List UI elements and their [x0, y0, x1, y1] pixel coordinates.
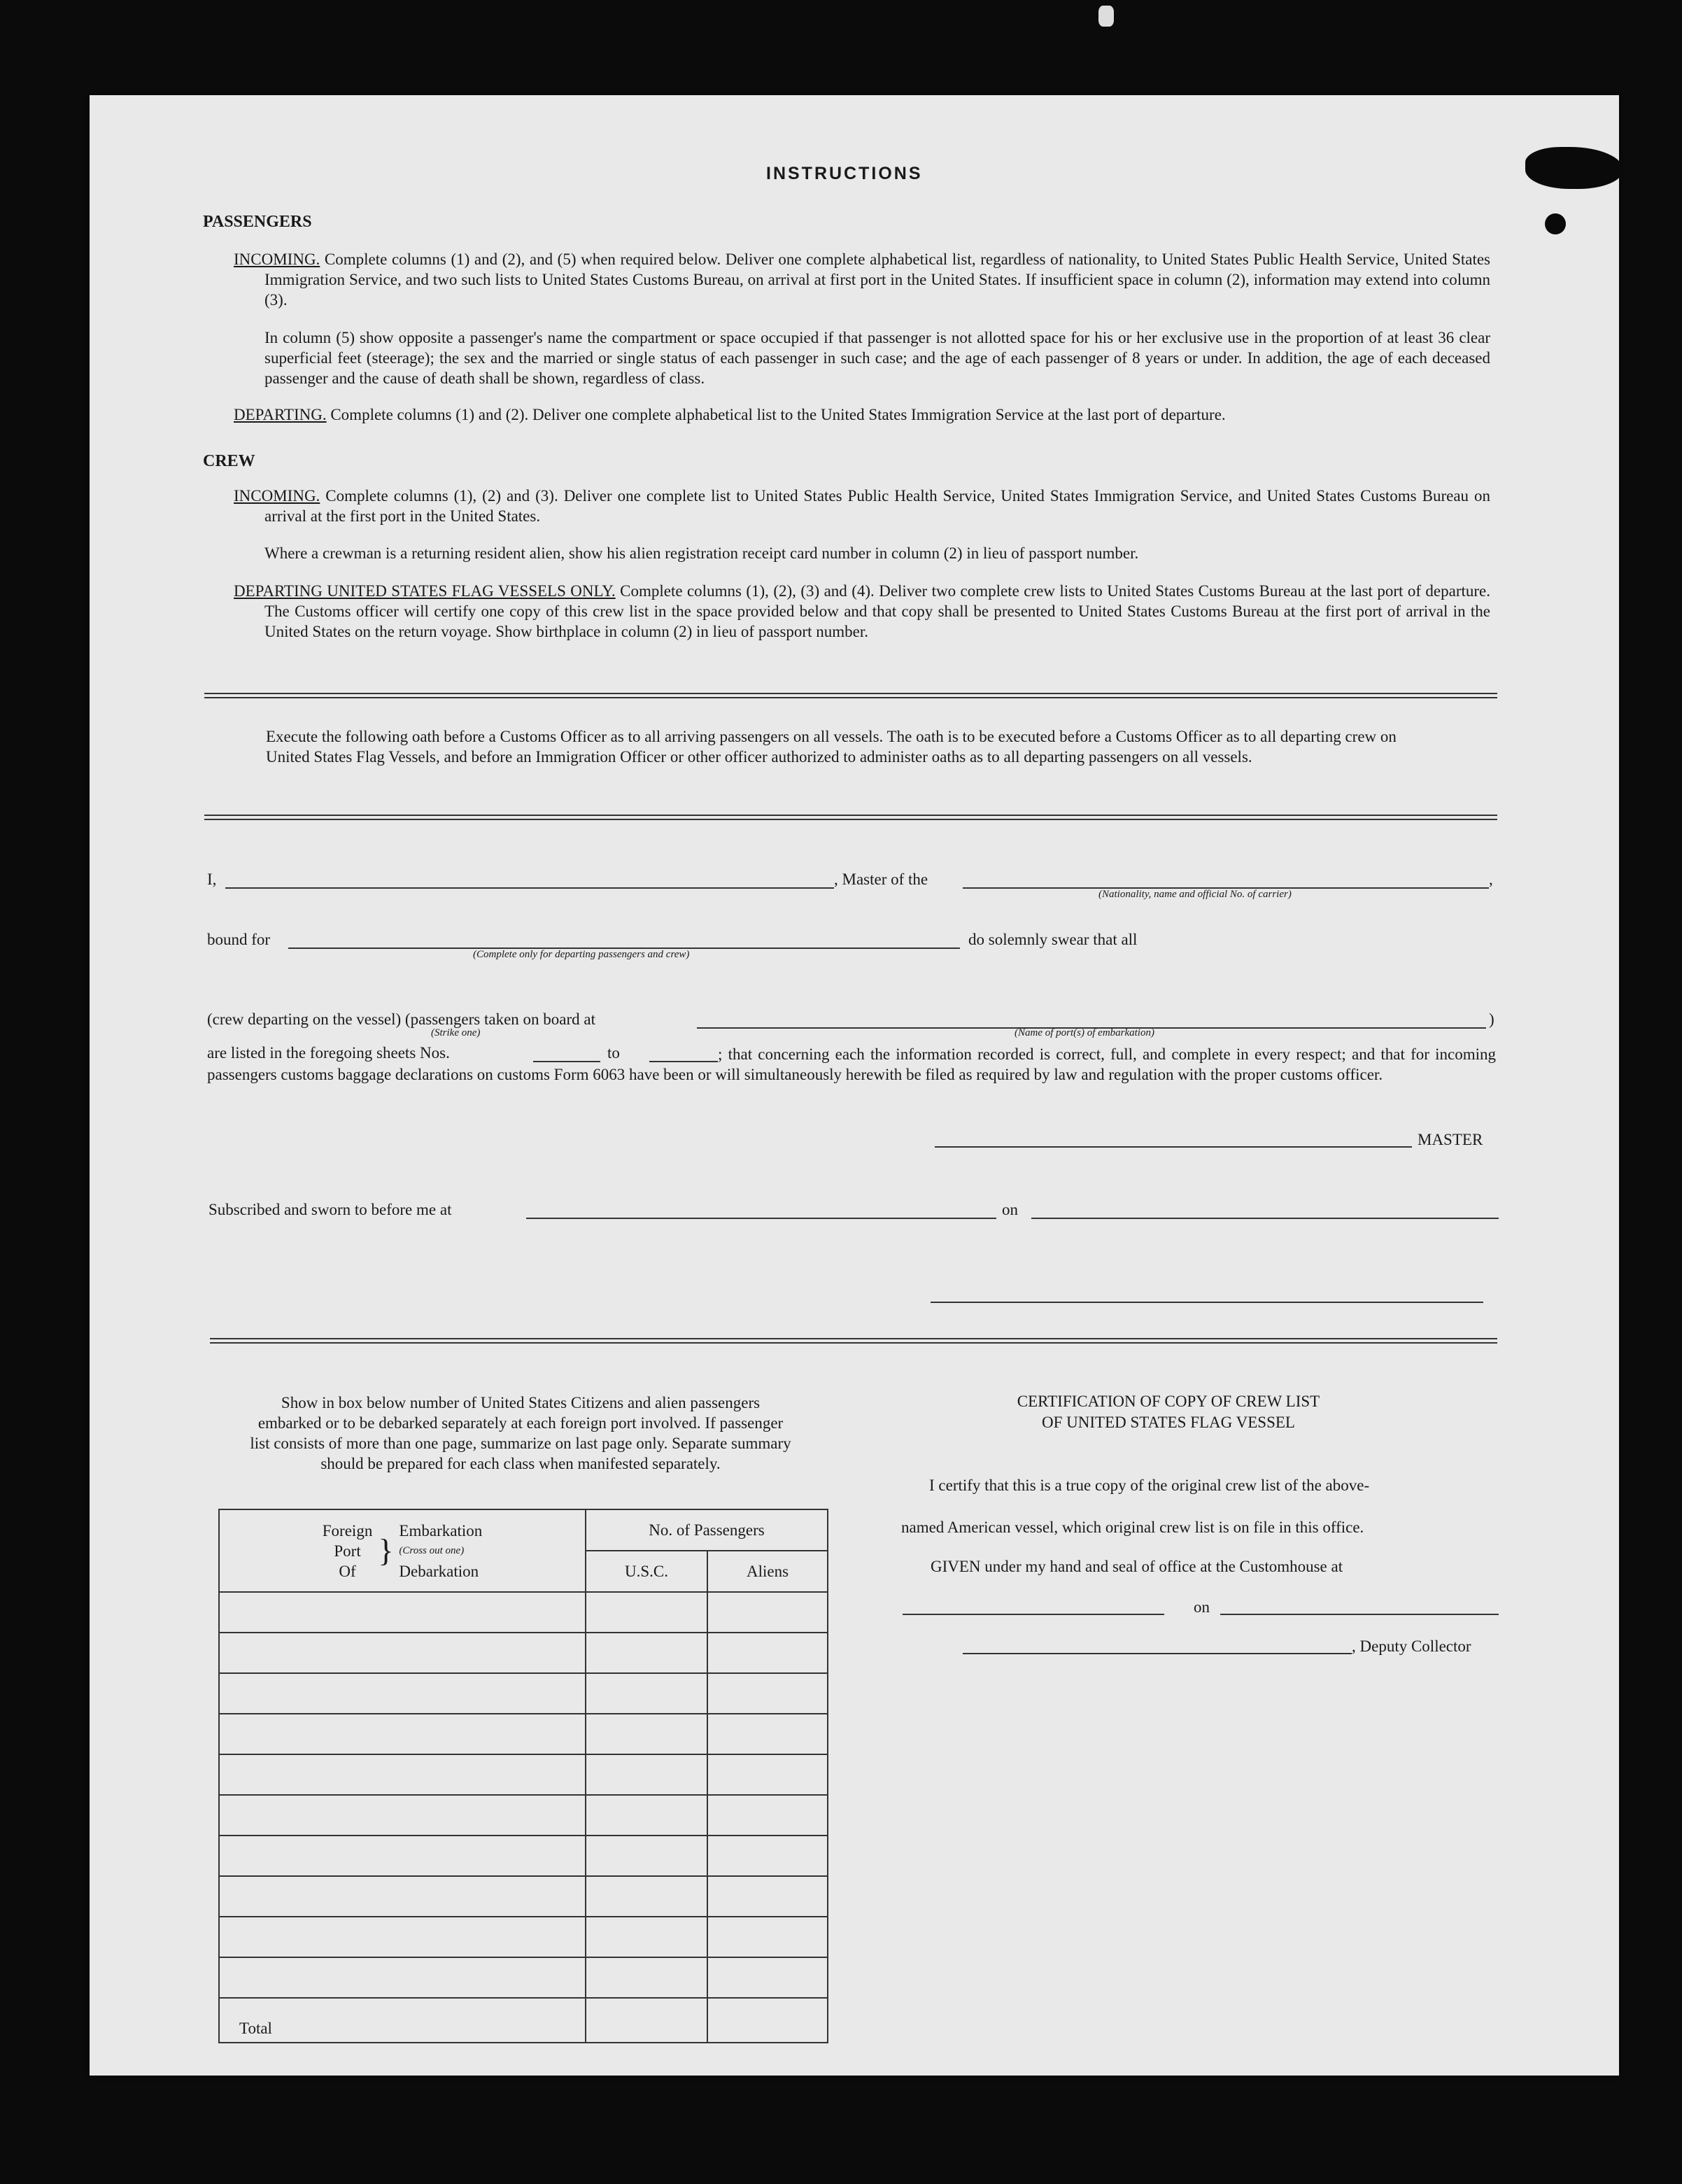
given-line: GIVEN under my hand and seal of office at the Customhouse at — [931, 1558, 1343, 1575]
crew-resident-note: Where a crewman is a returning resident alien, show his alien registration receipt card number in column (2) in lieu of passport number. — [264, 544, 1139, 562]
usc-cell[interactable] — [586, 1876, 707, 1917]
aliens-cell[interactable] — [707, 1917, 828, 1957]
table-row — [219, 1754, 828, 1795]
section-divider — [204, 693, 1497, 698]
usc-cell[interactable] — [586, 1673, 707, 1714]
passengers-heading: PASSENGERS — [203, 213, 312, 231]
table-row — [219, 1876, 828, 1917]
page-title: INSTRUCTIONS — [766, 164, 923, 183]
master-label: MASTER — [1418, 1131, 1483, 1148]
aliens-cell[interactable] — [707, 1957, 828, 1998]
aliens-cell[interactable] — [707, 1633, 828, 1673]
ports-caption: (Name of port(s) of embarkation) — [1015, 1027, 1154, 1038]
usc-cell[interactable] — [586, 1795, 707, 1836]
crew-departing-text: Complete columns (1), (2), (3) and (4). Deliver two complete crew lists to United States Customs Bureau at the last port of departure. The Customs officer will certify one copy of this crew list in the space provided below and that copy shall be presented to United States Customs Bureau at the first port of arrival in the United States on the return voyage. Show birthplace in column (2) in lieu of passport number. — [264, 582, 1491, 640]
usc-header: U.S.C. — [586, 1551, 707, 1592]
subscribed-label: Subscribed and sworn to before me at — [209, 1201, 452, 1218]
of-label: Of — [339, 1562, 356, 1580]
port-label: Port — [334, 1542, 361, 1560]
passenger-summary-table — [218, 1509, 828, 2043]
deputy-signature-field[interactable] — [963, 1653, 1352, 1654]
crew-incoming-label: INCOMING. — [234, 487, 320, 505]
port-cell[interactable] — [219, 1592, 586, 1633]
column5-instructions: In column (5) show opposite a passenger's name the compartment or space occupied if that passenger is not allotted space for his or her exclusive use in the proportion of at least 36 clear superficial feet (steerage); the sex and the married or single status of each passenger in such case; and the age of each passenger of 8 years or under. In addition, the age of each deceased passenger and the cause of death shall be shown, regardless of class. — [264, 329, 1490, 387]
usc-cell[interactable] — [586, 1957, 707, 1998]
aliens-cell[interactable] — [707, 1876, 828, 1917]
cert-on-label: on — [1194, 1598, 1210, 1616]
customhouse-place-field[interactable] — [903, 1614, 1164, 1615]
no-of-passengers-header: No. of Passengers — [586, 1509, 828, 1551]
summary-instructions: Show in box below number of United States Citizens and alien passengers embarked or to be debarked separately at each foreign port involved. If passenger list consists of more than one page, summarize on last page only. Separate summary should be prepared for each class when manifested separately. — [250, 1394, 791, 1472]
port-cell[interactable] — [219, 1957, 586, 1998]
strike-one-caption: (Strike one) — [431, 1027, 481, 1038]
crew-heading: CREW — [203, 452, 255, 470]
table-row — [219, 1714, 828, 1754]
table-row — [219, 1917, 828, 1957]
to-label: to — [607, 1044, 620, 1062]
foreign-label: Foreign — [322, 1521, 373, 1540]
port-cell[interactable] — [219, 1673, 586, 1714]
total-row — [219, 1998, 828, 2043]
incoming-label: INCOMING. — [234, 251, 320, 268]
port-cell[interactable] — [219, 1876, 586, 1917]
table-row — [219, 1836, 828, 1876]
aliens-cell[interactable] — [707, 1795, 828, 1836]
departing-text: Complete columns (1) and (2). Deliver one complete alphabetical list to the United States Immigration Service at the last port of departure. — [330, 406, 1226, 423]
certification-title-2: OF UNITED STATES FLAG VESSEL — [1042, 1414, 1295, 1431]
usc-cell[interactable] — [586, 1836, 707, 1876]
crew-incoming-text: Complete columns (1), (2) and (3). Deliver one complete list to United States Public Health Service, United States Immigration Service, and United States Customs Bureau on arrival at the first port in the United States. — [264, 487, 1490, 525]
cross-out-caption: (Cross out one) — [399, 1544, 465, 1556]
oath-i-label: I, — [207, 871, 217, 888]
aliens-cell[interactable] — [707, 1754, 828, 1795]
crew-incoming — [234, 486, 1490, 526]
listed-rest: ; that concerning each the information recorded is correct, full, and complete in every respect; and that for incoming passengers customs baggage declarations on customs Form 6063 have been or will simultaneously herewith be filed as required by law and regulation with the proper customs officer. — [207, 1045, 1496, 1083]
bound-for-label: bound for — [207, 931, 271, 948]
sworn-on-label: on — [1002, 1201, 1018, 1218]
close-paren: ) — [1489, 1010, 1494, 1028]
complete-only-caption: (Complete only for departing passengers and crew) — [473, 949, 690, 960]
master-signature-field[interactable] — [935, 1146, 1412, 1148]
usc-total-cell[interactable] — [586, 1998, 707, 2043]
certify-line-2: named American vessel, which original crew list is on file in this office. — [901, 1519, 1364, 1536]
sworn-place-field[interactable] — [526, 1218, 996, 1219]
usc-cell[interactable] — [586, 1714, 707, 1754]
usc-cell[interactable] — [586, 1633, 707, 1673]
table-row — [219, 1957, 828, 1998]
section-divider — [204, 815, 1497, 820]
usc-cell[interactable] — [586, 1754, 707, 1795]
sworn-date-field[interactable] — [1031, 1218, 1499, 1219]
swear-label: do solemnly swear that all — [968, 931, 1138, 948]
debarkation-label: Debarkation — [399, 1562, 479, 1580]
port-cell[interactable] — [219, 1633, 586, 1673]
crew-departing-label: (crew departing on the vessel) (passengers taken on board at — [207, 1010, 595, 1028]
aliens-cell[interactable] — [707, 1714, 828, 1754]
port-cell[interactable] — [219, 1836, 586, 1876]
master-name-field[interactable] — [225, 887, 834, 889]
paper-speck — [1098, 6, 1114, 27]
certification-title-1: CERTIFICATION OF COPY OF CREW LIST — [1017, 1393, 1320, 1410]
section-divider — [210, 1338, 1497, 1344]
punch-hole — [1545, 213, 1566, 234]
aliens-cell[interactable] — [707, 1673, 828, 1714]
departing-label: DEPARTING. — [234, 406, 327, 423]
aliens-cell[interactable] — [707, 1836, 828, 1876]
table-row — [219, 1673, 828, 1714]
aliens-cell[interactable] — [707, 1592, 828, 1633]
port-header-cell — [219, 1509, 586, 1592]
passengers-departing — [234, 404, 1493, 425]
master-of-label: , Master of the — [834, 871, 928, 888]
brace-icon: } — [378, 1533, 394, 1568]
table-row — [219, 1592, 828, 1633]
listed-label: are listed in the foregoing sheets Nos. — [207, 1044, 450, 1062]
aliens-total-cell[interactable] — [707, 1998, 828, 2043]
incoming-text: Complete columns (1) and (2), and (5) when required below. Deliver one complete alphabetical list, regardless of nationality, to United States Public Health Service, United States Immigration Service, and two such lists to United States Customs Bureau, on arrival at first port in the United States. If insufficient space in column (2), information may extend into column (3). — [264, 251, 1491, 309]
usc-cell[interactable] — [586, 1592, 707, 1633]
aliens-header: Aliens — [707, 1551, 828, 1592]
port-cell[interactable] — [219, 1917, 586, 1957]
comma: , — [1489, 871, 1493, 888]
port-cell[interactable] — [219, 1714, 586, 1754]
table-row — [219, 1795, 828, 1836]
deputy-collector-label: , Deputy Collector — [1352, 1637, 1471, 1655]
nationality-caption: (Nationality, name and official No. of carrier) — [1098, 889, 1292, 900]
certify-line-1: I certify that this is a true copy of the original crew list of the above- — [929, 1477, 1370, 1494]
embarkation-label: Embarkation — [399, 1521, 483, 1540]
usc-cell[interactable] — [586, 1917, 707, 1957]
oath-instructions: Execute the following oath before a Customs Officer as to all arriving passengers on all vessels. The oath is to be executed before a Customs Officer as to all departing crew on United States Flag Vessels, and before an Immigration Officer or other officer authorized to administer oaths as to all departing passengers on all vessels. — [266, 728, 1397, 766]
table-row — [219, 1633, 828, 1673]
port-cell[interactable] — [219, 1795, 586, 1836]
port-cell[interactable] — [219, 1754, 586, 1795]
passengers-incoming — [234, 249, 1491, 310]
crew-departing-label: DEPARTING UNITED STATES FLAG VESSELS ONLY. — [234, 582, 616, 600]
total-label: Total — [219, 1998, 586, 2043]
cert-date-field[interactable] — [1220, 1614, 1499, 1615]
crew-departing — [234, 581, 1491, 642]
officer-signature-field[interactable] — [931, 1302, 1483, 1303]
